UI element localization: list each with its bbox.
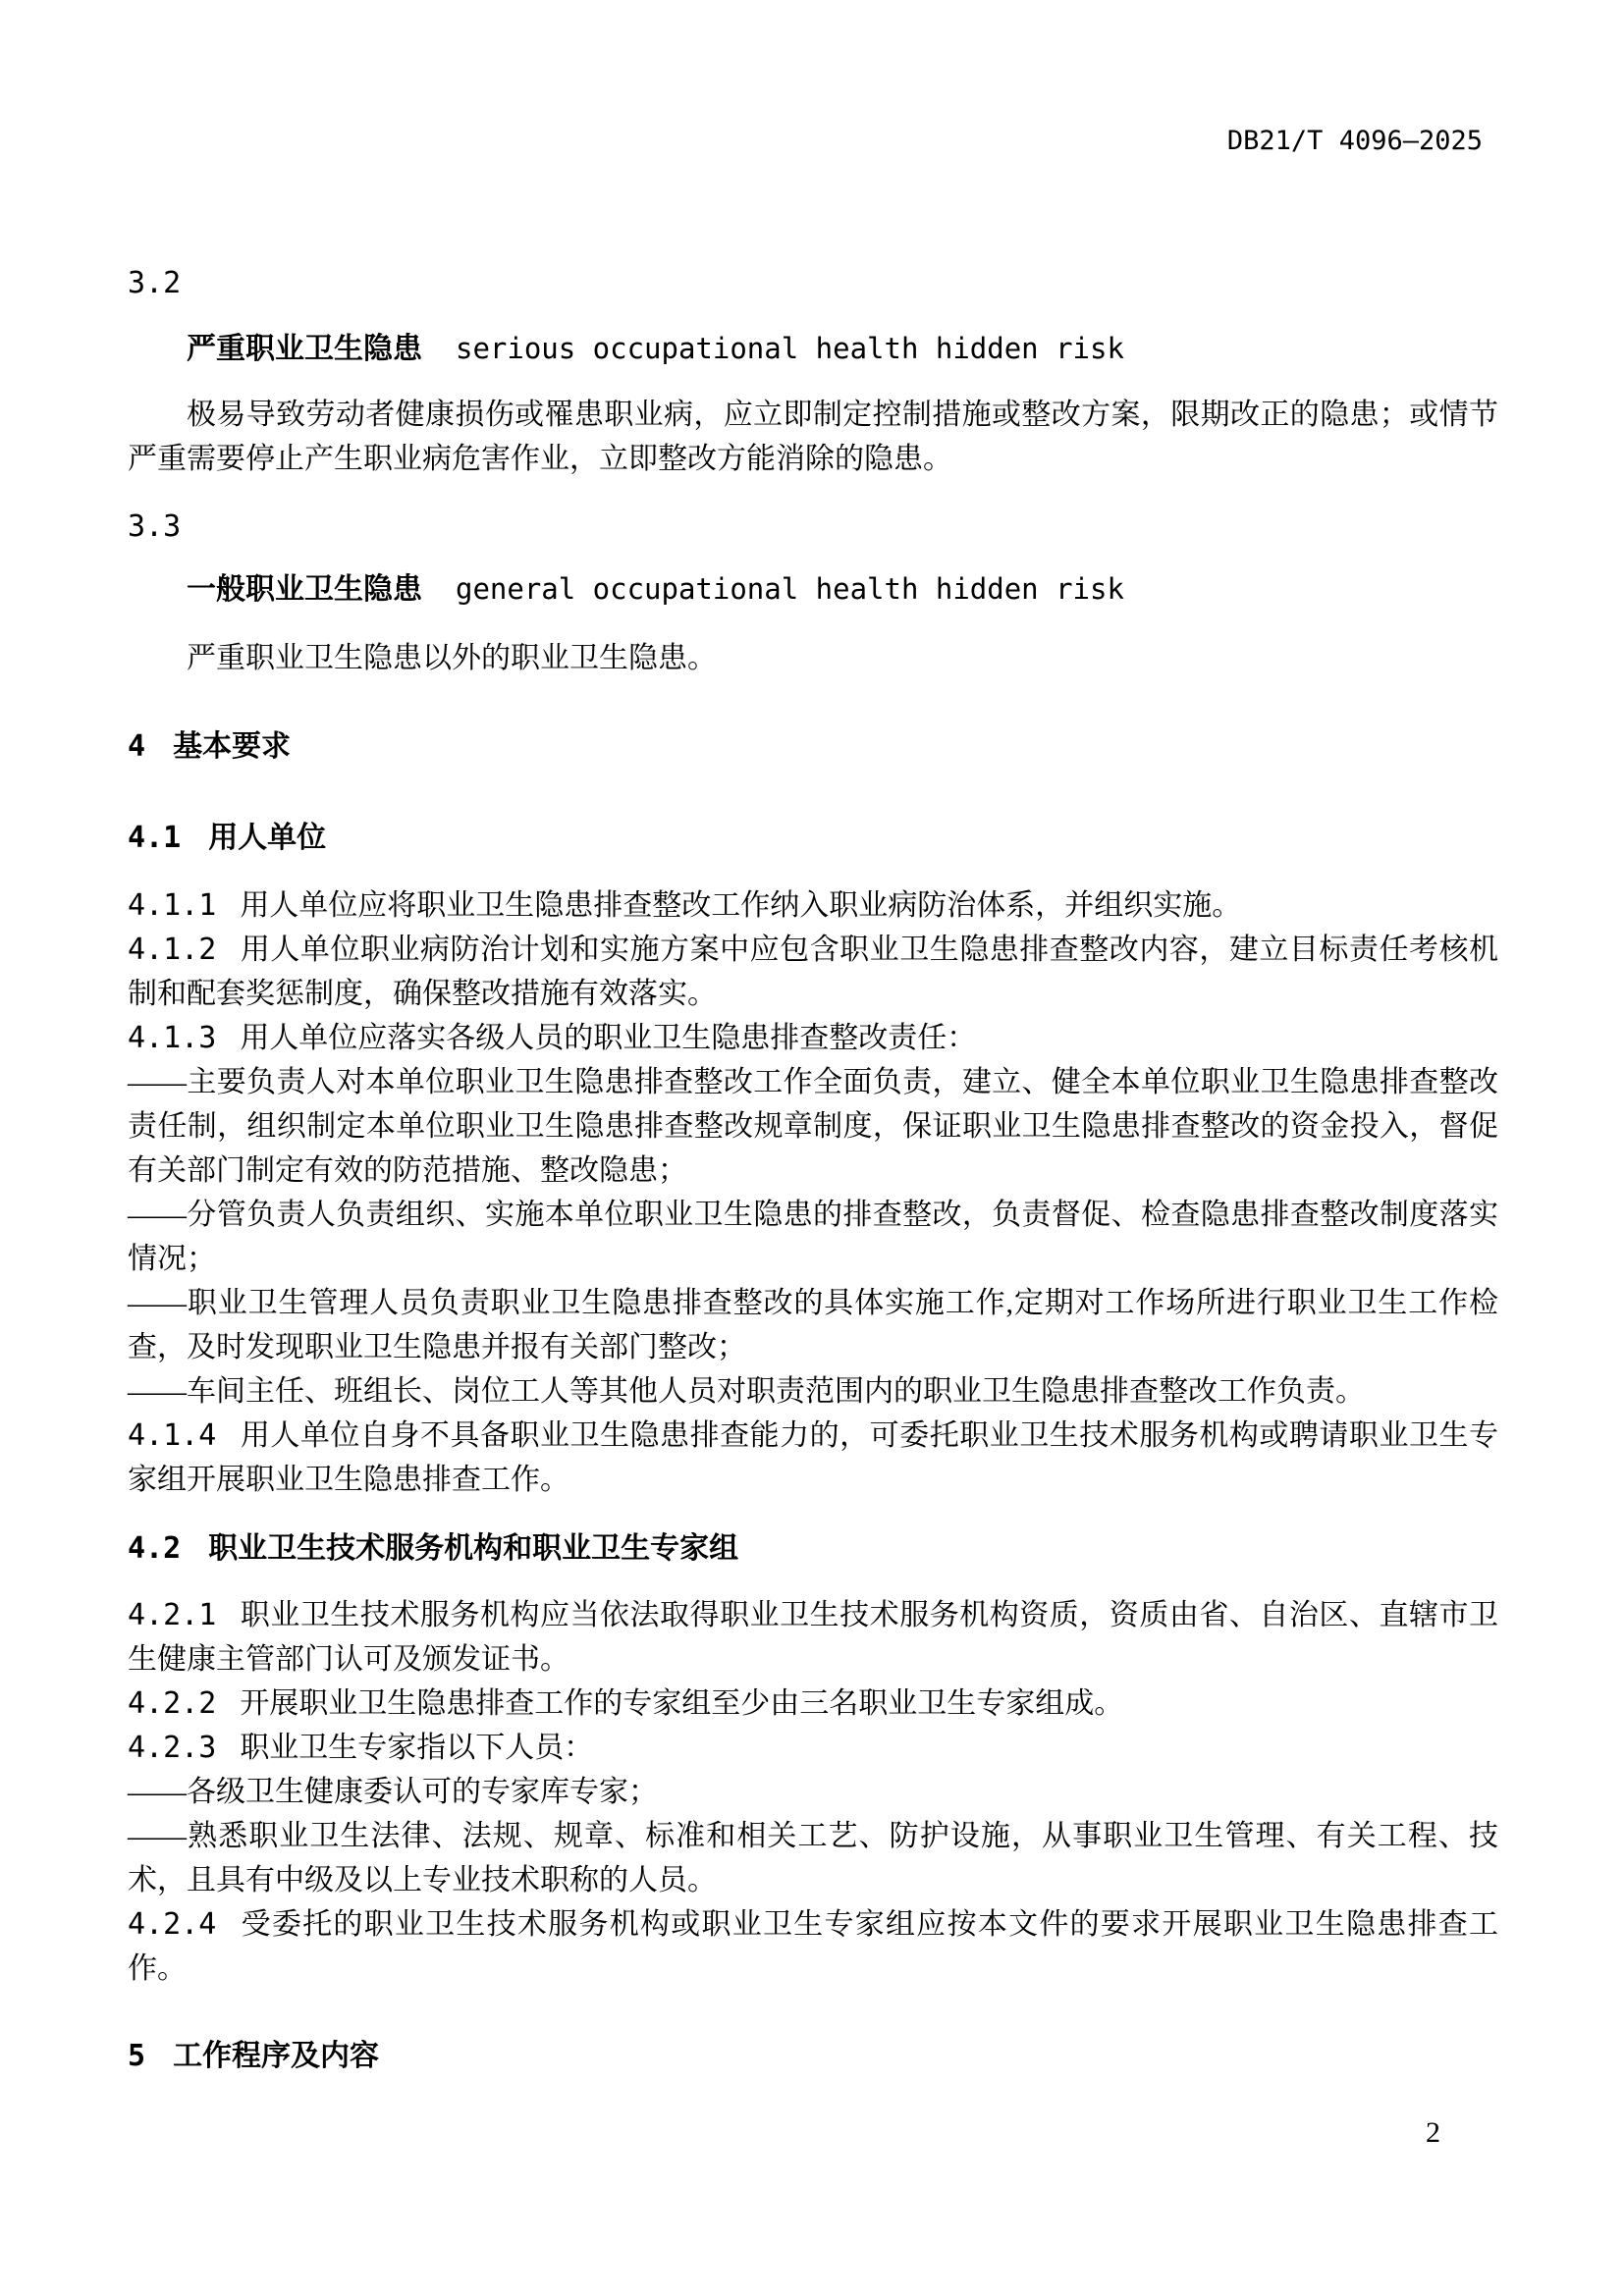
list-item-other-staff: ——车间主任、班组长、岗位工人等其他人员对职责范围内的职业卫生隐患排查整改工作负责。 <box>128 1375 1365 1408</box>
clause-4-2-2 <box>128 1682 1498 1726</box>
clause-4-1-4 <box>128 1414 1498 1502</box>
clause-4-1-1-number: 4.1.1 <box>128 888 217 923</box>
clause-4-1-3-number: 4.1.3 <box>128 1021 217 1055</box>
clause-4-2-2-text: 开展职业卫生隐患排查工作的专家组至少由三名职业卫生专家组成。 <box>240 1687 1124 1720</box>
term-zh-3-2: 严重职业卫生隐患 <box>187 333 422 365</box>
clause-4-1-2-number: 4.1.2 <box>128 933 217 967</box>
section-4-number: 4 <box>128 729 146 764</box>
clause-4-2-4 <box>128 1902 1498 1991</box>
clause-4-2-3-number: 4.2.3 <box>128 1731 217 1765</box>
section-5-heading <box>128 2034 1498 2078</box>
section-4-1-number: 4.1 <box>128 821 182 855</box>
clause-4-1-4-text: 用人单位自身不具备职业卫生隐患排查能力的，可委托职业卫生技术服务机构或聘请职业卫生专家组开展职业卫生隐患排查工作。 <box>128 1419 1498 1496</box>
term-entry-3-2 <box>128 327 1498 371</box>
section-4-title: 基本要求 <box>173 730 292 763</box>
clause-4-1-3-text: 用人单位应落实各级人员的职业卫生隐患排查整改责任： <box>240 1022 977 1054</box>
clause-4-2-2-number: 4.2.2 <box>128 1686 217 1721</box>
clause-number-3-2: 3.2 <box>128 266 182 300</box>
clause-4-1-1 <box>128 883 1498 928</box>
clause-4-2-4-number: 4.2.4 <box>128 1907 217 1942</box>
section-4-heading <box>128 724 1498 769</box>
section-4-2-heading <box>128 1526 1498 1571</box>
clause-number-3-3: 3.3 <box>128 509 182 544</box>
list-item-deputy-leader: ——分管负责人负责组织、实施本单位职业卫生隐患的排查整改，负责督促、检查隐患排查整改制度落实情况； <box>128 1199 1498 1275</box>
term-en-3-3: general occupational health hidden risk <box>456 572 1124 606</box>
clause-4-2-4-text: 受委托的职业卫生技术服务机构或职业卫生专家组应按本文件的要求开展职业卫生隐患排查工作。 <box>128 1908 1498 1985</box>
section-5-title: 工作程序及内容 <box>173 2040 380 2072</box>
page-number: 2 <box>1426 2116 1440 2149</box>
clause-4-2-1-number: 4.2.1 <box>128 1598 217 1632</box>
standard-number-header: DB21/T 4096—2025 <box>1226 126 1483 156</box>
list-item-expert-pool: ——各级卫生健康委认可的专家库专家； <box>128 1776 658 1808</box>
section-4-2-title: 职业卫生技术服务机构和职业卫生专家组 <box>208 1532 739 1565</box>
section-4-2-number: 4.2 <box>128 1531 182 1566</box>
clause-4-2-1-text: 职业卫生技术服务机构应当依法取得职业卫生技术服务机构资质，资质由省、自治区、直辖市卫生健康主管部门认可及颁发证书。 <box>128 1599 1498 1676</box>
clause-4-1-2-text: 用人单位职业病防治计划和实施方案中应包含职业卫生隐患排查整改内容，建立目标责任考核机制和配套奖惩制度，确保整改措施有效落实。 <box>128 934 1498 1010</box>
term-definition-3-3: 严重职业卫生隐患以外的职业卫生隐患。 <box>187 642 717 674</box>
clause-4-2-3-text: 职业卫生专家指以下人员： <box>240 1732 594 1764</box>
list-item-oh-managers: ——职业卫生管理人员负责职业卫生隐患排查整改的具体实施工作,定期对工作场所进行职业卫生工作检查，及时发现职业卫生隐患并报有关部门整改； <box>128 1287 1498 1363</box>
clause-4-2-1 <box>128 1593 1498 1682</box>
document-body <box>128 0 1498 2078</box>
clause-4-1-2 <box>128 928 1498 1016</box>
term-definition-3-2: 极易导致劳动者健康损伤或罹患职业病，应立即制定控制措施或整改方案，限期改正的隐患；或情节严重需要停止产生职业病危害作业，立即整改方能消除的隐患。 <box>128 399 1498 475</box>
clause-4-1-4-number: 4.1.4 <box>128 1418 217 1453</box>
section-4-1-title: 用人单位 <box>208 822 327 854</box>
term-entry-3-3 <box>128 567 1498 612</box>
section-4-1-heading <box>128 816 1498 860</box>
list-item-expert-qualification: ——熟悉职业卫生法律、法规、规章、标准和相关工艺、防护设施，从事职业卫生管理、有关工程、技术，且具有中级及以上专业技术职称的人员。 <box>128 1820 1498 1896</box>
term-zh-3-3: 一般职业卫生隐患 <box>187 573 422 606</box>
section-5-number: 5 <box>128 2039 146 2073</box>
list-item-responsible-person: ——主要负责人对本单位职业卫生隐患排查整改工作全面负责，建立、健全本单位职业卫生隐患排查整改责任制，组织制定本单位职业卫生隐患排查整改规章制度，保证职业卫生隐患排查整改的资金投入，督促有关部门制定有效的防范措施、整改隐患； <box>128 1066 1498 1187</box>
clause-4-1-1-text: 用人单位应将职业卫生隐患排查整改工作纳入职业病防治体系，并组织实施。 <box>240 889 1242 922</box>
term-en-3-2: serious occupational health hidden risk <box>456 332 1124 365</box>
clause-4-1-3 <box>128 1016 1498 1060</box>
clause-4-2-3 <box>128 1726 1498 1770</box>
